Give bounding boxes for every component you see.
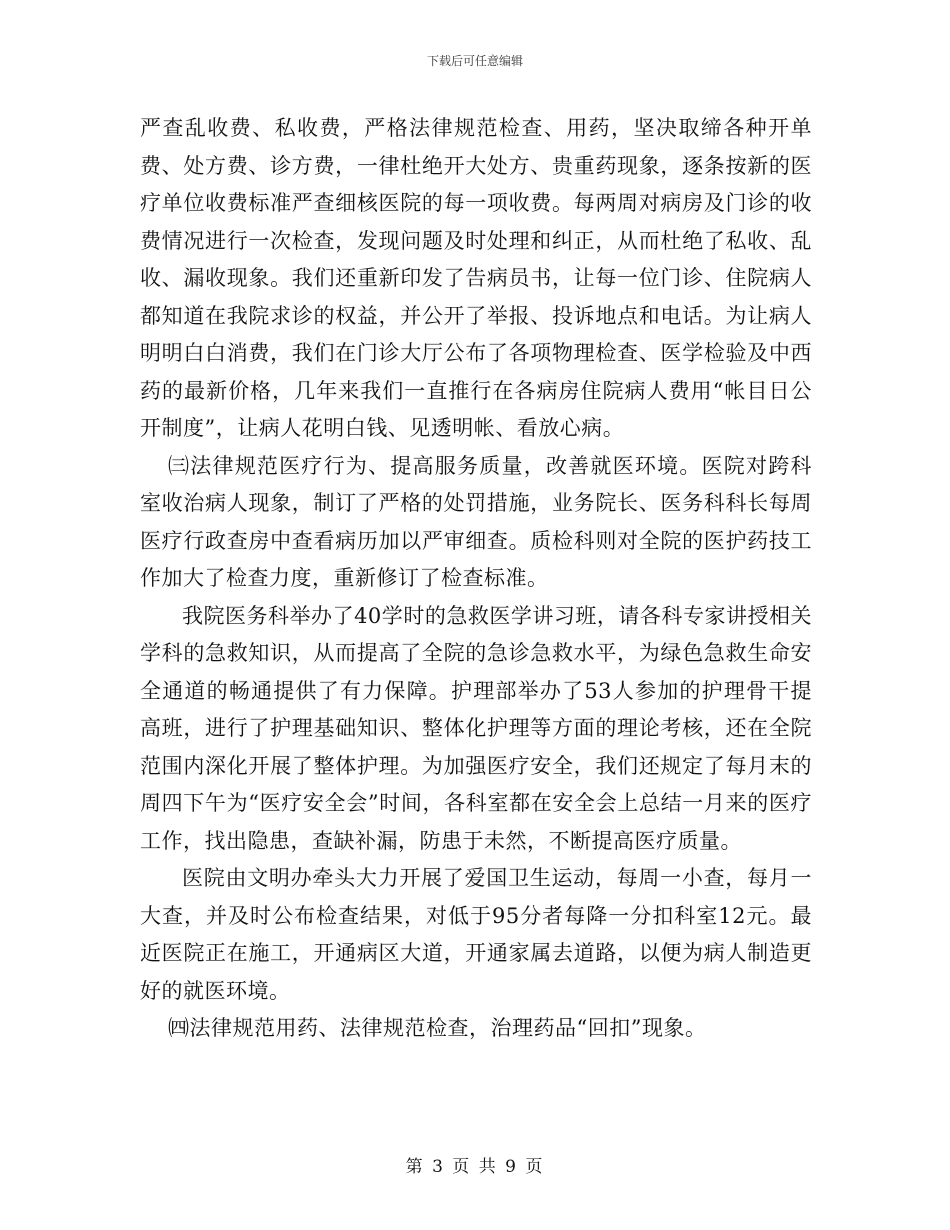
- body-paragraph-1: 严查乱收费、私收费，严格法律规范检查、用药，坚决取缔各种开单费、处方费、诊方费，一律杜绝开大处方、贵重药现象，逐条按新的医疗单位收费标准严查细核医院的每一项收费。每两周对病房及门诊的收费情况进行一次检查，发现问题及时处理和纠正，从而杜绝了私收、乱收、漏收现象。我们还重新印发了告病员书，让每一位门诊、住院病人都知道在我院求诊的权益，并公开了举报、投诉地点和电话。为让病人明明白白消费，我们在门诊大厅公布了各项物理检查、医学检验及中西药的最新价格，几年来我们一直推行在各病房住院病人费用“帐目日公开制度”，让病人花明白钱、见透明帐、看放心病。: [140, 116, 812, 440]
- page-header-note: 下载后可任意编辑: [426, 54, 523, 68]
- document-body: [140, 110, 812, 1048]
- page-number-footer: 第 3 页 共 9 页: [405, 1157, 545, 1177]
- body-paragraph-3: 我院医务科举办了40学时的急救医学讲习班，请各科专家讲授相关学科的急救知识，从而提高了全院的急诊急救水平，为绿色急救生命安全通道的畅通提供了有力保障。护理部举办了53人参加的护理骨干提高班，进行了护理基础知识、整体化护理等方面的理论考核，还在全院范围内深化开展了整体护理。为加强医疗安全，我们还规定了每月末的周四下午为“医疗安全会”时间，各科室都在安全会上总结一月来的医疗工作，找出隐患，查缺补漏，防患于未然，不断提高医疗质量。: [140, 603, 812, 853]
- body-paragraph-4: 医院由文明办牵头大力开展了爱国卫生运动，每周一小查，每月一大查，并及时公布检查结果，对低于95分者每降一分扣科室12元。最近医院正在施工，开通病区大道，开通家属去道路，以便为病人制造更好的就医环境。: [140, 866, 812, 1003]
- body-paragraph-2: ㈢法律规范医疗行为、提高服务质量，改善就医环境。医院对跨科室收治病人现象，制订了严格的处罚措施，业务院长、医务科科长每周医疗行政查房中查看病历加以严审细查。质检科则对全院的医护药技工作加大了检查力度，重新修订了检查标准。: [140, 453, 812, 590]
- body-paragraph-5: ㈣法律规范用药、法律规范检查，治理药品“回扣”现象。: [168, 1016, 707, 1040]
